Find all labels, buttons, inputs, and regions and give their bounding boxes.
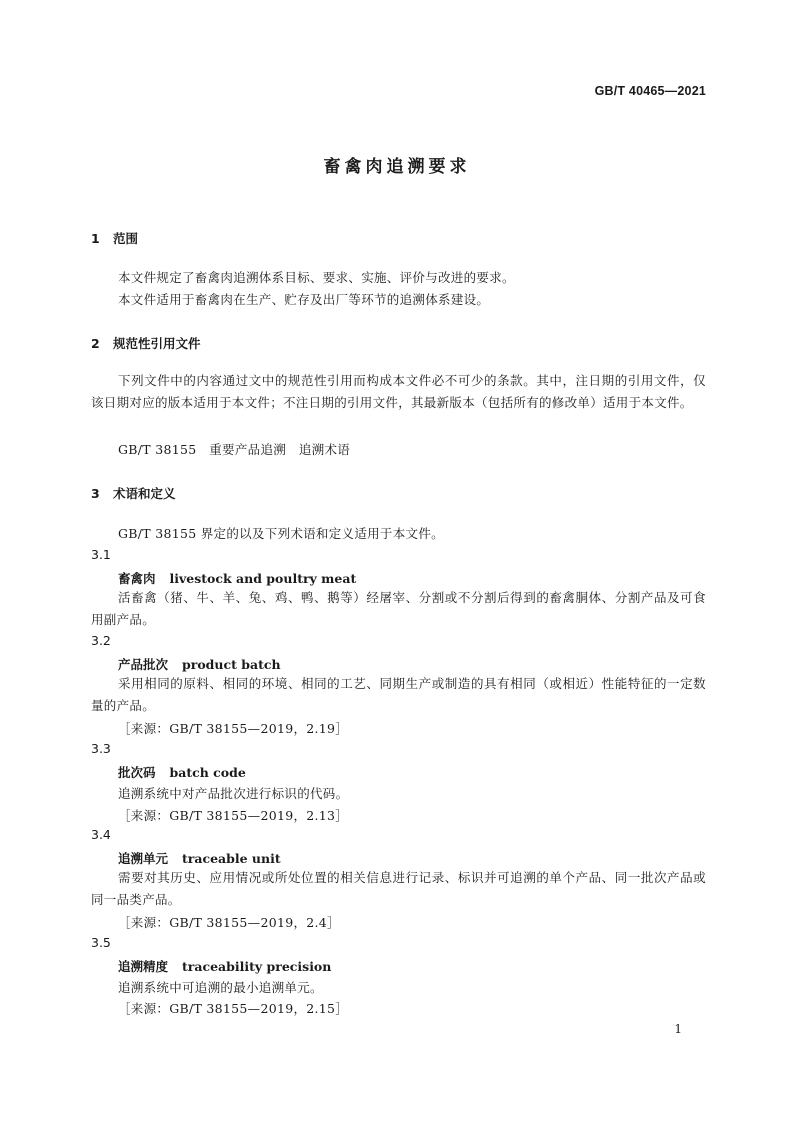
term-en: traceable unit <box>182 851 281 866</box>
term-heading <box>118 849 281 867</box>
section-3-heading <box>91 484 176 502</box>
section-title: 规范性引用文件 <box>113 336 201 351</box>
term-source: ［来源：GB/T 38155—2019，2.15］ <box>118 1001 349 1016</box>
section-1-paragraph-1: 本文件规定了畜禽肉追溯体系目标、要求、实施、评价与改进的要求。 <box>118 270 515 285</box>
term-source: ［来源：GB/T 38155—2019，2.13］ <box>118 808 349 823</box>
term-number: 3.5 <box>91 935 111 950</box>
term-heading <box>118 763 246 781</box>
section-title: 术语和定义 <box>113 486 176 501</box>
term-source: ［来源：GB/T 38155—2019，2.4］ <box>118 915 340 930</box>
term-en: batch code <box>169 765 246 780</box>
term-zh: 追溯精度 <box>118 959 169 974</box>
section-number: 2 <box>91 336 100 351</box>
term-heading <box>118 569 356 587</box>
page-number: 1 <box>674 1022 682 1036</box>
term-definition: 采用相同的原料、相同的环境、相同的工艺、同期生产或制造的具有相同（或相近）性能特征的一定数量的产品。 <box>91 676 706 713</box>
section-3-intro: GB/T 38155 界定的以及下列术语和定义适用于本文件。 <box>118 526 444 541</box>
term-heading <box>118 655 281 673</box>
term-zh: 产品批次 <box>118 657 169 672</box>
document-title: 畜禽肉追溯要求 <box>323 157 471 177</box>
term-number: 3.4 <box>91 827 111 842</box>
term-en: product batch <box>182 657 281 672</box>
section-2-heading <box>91 334 201 352</box>
term-definition: 活畜禽（猪、牛、羊、兔、鸡、鸭、鹅等）经屠宰、分割或不分割后得到的畜禽胴体、分割产品及可食用副产品。 <box>91 590 706 627</box>
term-source: ［来源：GB/T 38155—2019，2.19］ <box>118 721 349 736</box>
normative-reference: GB/T 38155 重要产品追溯 追溯术语 <box>118 442 351 457</box>
term-number: 3.1 <box>91 547 111 562</box>
term-zh: 批次码 <box>118 765 156 780</box>
term-number: 3.2 <box>91 633 111 648</box>
term-heading <box>118 957 331 975</box>
term-zh: 畜禽肉 <box>118 571 156 586</box>
term-definition: 追溯系统中对产品批次进行标识的代码。 <box>118 786 349 801</box>
section-2-paragraph: 下列文件中的内容通过文中的规范性引用而构成本文件必不可少的条款。其中，注日期的引用文件，仅该日期对应的版本适用于本文件；不注日期的引用文件，其最新版本（包括所有的修改单）适用于本文件。 <box>91 373 706 410</box>
term-definition: 追溯系统中可追溯的最小追溯单元。 <box>118 980 323 995</box>
standard-code: GB/T 40465—2021 <box>594 84 706 98</box>
section-1-paragraph-2: 本文件适用于畜禽肉在生产、贮存及出厂等环节的追溯体系建设。 <box>118 292 490 307</box>
term-definition: 需要对其历史、应用情况或所处位置的相关信息进行记录、标识并可追溯的单个产品、同一批次产品或同一品类产品。 <box>91 870 706 907</box>
section-title: 范围 <box>113 231 139 246</box>
term-number: 3.3 <box>91 741 111 756</box>
section-number: 1 <box>91 231 100 246</box>
term-en: livestock and poultry meat <box>169 571 357 586</box>
section-1-heading <box>91 229 138 247</box>
section-number: 3 <box>91 486 100 501</box>
term-zh: 追溯单元 <box>118 851 169 866</box>
term-en: traceability precision <box>182 959 332 974</box>
